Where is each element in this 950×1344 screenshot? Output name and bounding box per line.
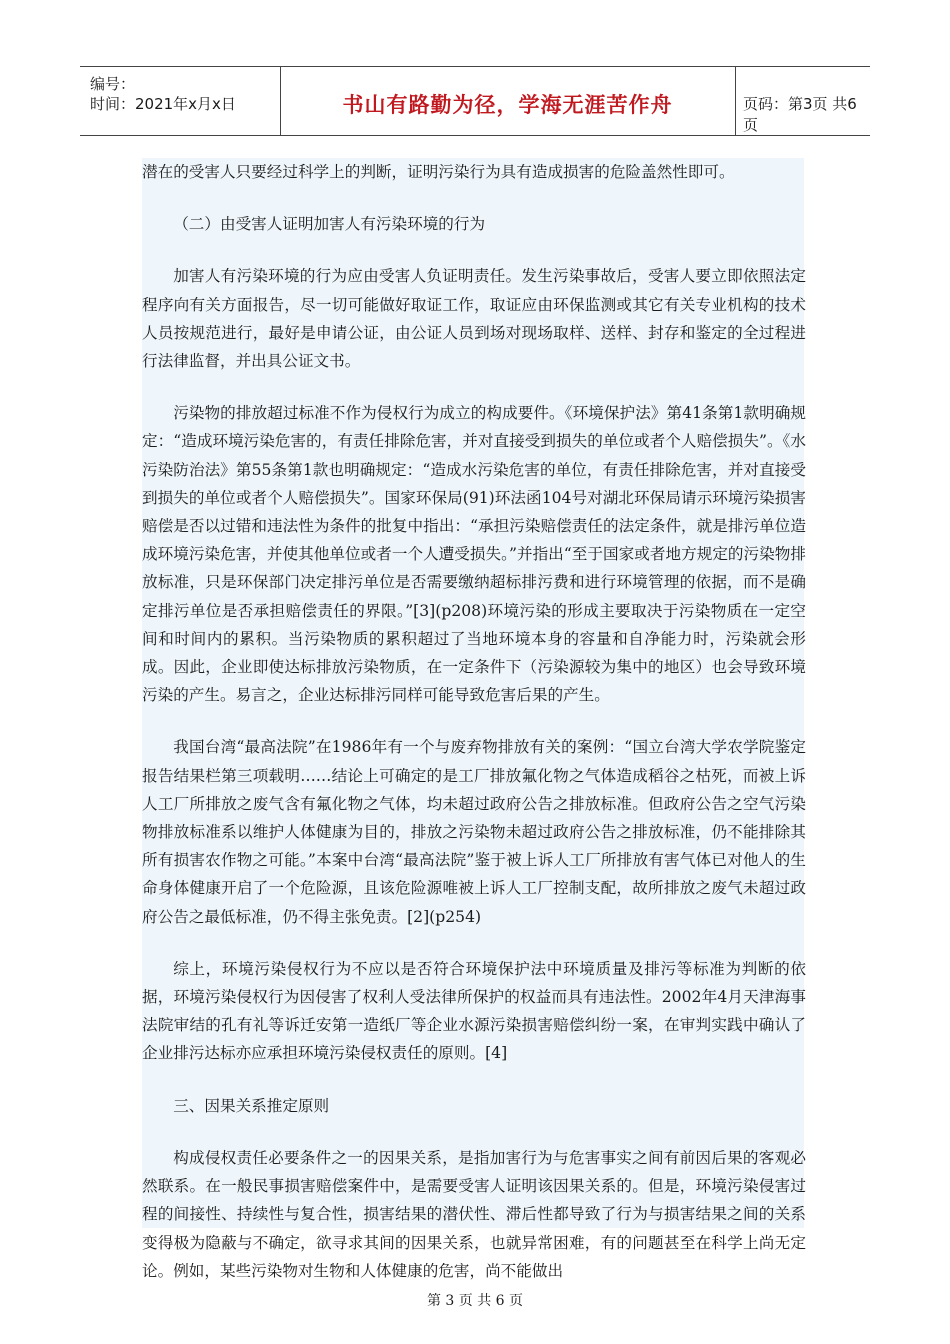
header-motto-cell bbox=[280, 67, 736, 135]
paragraph-5: 我国台湾“最高法院”在1986年有一个与废弃物排放有关的案例：“国立台湾大学农学院鉴定报告结果栏第三项载明……结论上可确定的是工厂排放氟化物之气体造成稻谷之枯死，而被上诉人工厂所排放之废气含有氟化物之气体，均未超过政府公告之排放标准。但政府公告之空气污染物排放标准系以维护人体健康为目的，排放之污染物未超过政府公告之排放标准，仍不能排除其所有损害农作物之可能。”本案中台湾“最高法院”鉴于被上诉人工厂所排放有害气体已对他人的生命身体健康开启了一个危险源，且该危险源唯被上诉人工厂控制支配，故所排放之废气未超过政府公告之最低标准，仍不得主张免责。[2](p254) bbox=[142, 738, 806, 926]
paragraph-4: 污染物的排放超过标准不作为侵权行为成立的构成要件。《环境保护法》第41条第1款明确规定：“造成环境污染危害的，有责任排除危害，并对直接受到损失的单位或者个人赔偿损失”。《水污染防治法》第55条第1款也明确规定：“造成水污染危害的单位，有责任排除危害，并对直接受到损失的单位或者个人赔偿损失”。国家环保局(91)环法函104号对湖北环保局请示环境污染损害赔偿是否以过错和违法性为条件的批复中指出：“承担污染赔偿责任的法定条件，就是排污单位造成环境污染危害，并使其他单位或者一个人遭受损失。”并指出“至于国家或者地方规定的污染物排放标准，只是环保部门决定排污单位是否需要缴纳超标排污费和进行环境管理的依据，而不是确定排污单位是否承担赔偿责任的界限。”[3](p208)环境污染的形成主要取决于污染物质在一定空间和时间内的累积。当污染物质的累积超过了当地环境本身的容量和自净能力时，污染就会形成。因此，企业即使达标排放污染物质，在一定条件下（污染源较为集中的地区）也会导致环境污染的产生。易言之，企业达标排污同样可能导致危害后果的产生。 bbox=[142, 404, 806, 705]
section-heading-2: （二）由受害人证明加害人有污染环境的行为 bbox=[173, 215, 486, 234]
page-header bbox=[80, 66, 870, 136]
paragraph-6: 综上，环境污染侵权行为不应以是否符合环境保护法中环境质量及排污等标准为判断的依据，环境污染侵权行为因侵害了权利人受法律所保护的权益而具有违法性。2002年4月天津海事法院审结的孔有礼等诉迁安第一造纸厂等企业水源污染损害赔偿纠纷一案，在审判实践中确认了企业排污达标亦应承担环境污染侵权责任的原则。[4] bbox=[142, 959, 806, 1063]
paragraph-3: 加害人有污染环境的行为应由受害人负证明责任。发生污染事故后，受害人要立即依照法定程序向有关方面报告，尽一切可能做好取证工作，取证应由环保监测或其它有关专业机构的技术人员按规范进行，最好是申请公证，由公证人员到场对现场取样、送样、封存和鉴定的全过程进行法律监督，并出具公证文书。 bbox=[142, 267, 806, 371]
page-footer: 第 3 页 共 6 页 bbox=[426, 1293, 524, 1309]
paragraph-8: 构成侵权责任必要条件之一的因果关系，是指加害行为与危害事实之间有前因后果的客观必然联系。在一般民事损害赔偿案件中，是需要受害人证明该因果关系的。但是，环境污染侵害过程的间接性、持续性与复合性，损害结果的潜伏性、滞后性都导致了行为与损害结果之间的关系变得极为隐蔽与不确定，欲寻求其间的因果关系，也就异常困难，有的问题甚至在科学上尚无定论。例如，某些污染物对生物和人体健康的危害，尚不能做出 bbox=[142, 1148, 806, 1280]
document-number-label: 编号： bbox=[90, 75, 136, 93]
header-right-cell bbox=[735, 67, 870, 135]
date-label: 时间：2021年x月x日 bbox=[90, 95, 236, 113]
document-body bbox=[142, 158, 806, 1285]
header-left-cell bbox=[80, 67, 281, 135]
page-code: 页码：第3页 共6页 bbox=[743, 95, 857, 134]
section-heading-3: 三、因果关系推定原则 bbox=[173, 1096, 330, 1115]
motto-text: 书山有路勤为径，学海无涯苦作舟 bbox=[342, 93, 673, 117]
paragraph-1: 潜在的受害人只要经过科学上的判断，证明污染行为具有造成损害的危险盖然性即可。 bbox=[142, 163, 735, 181]
